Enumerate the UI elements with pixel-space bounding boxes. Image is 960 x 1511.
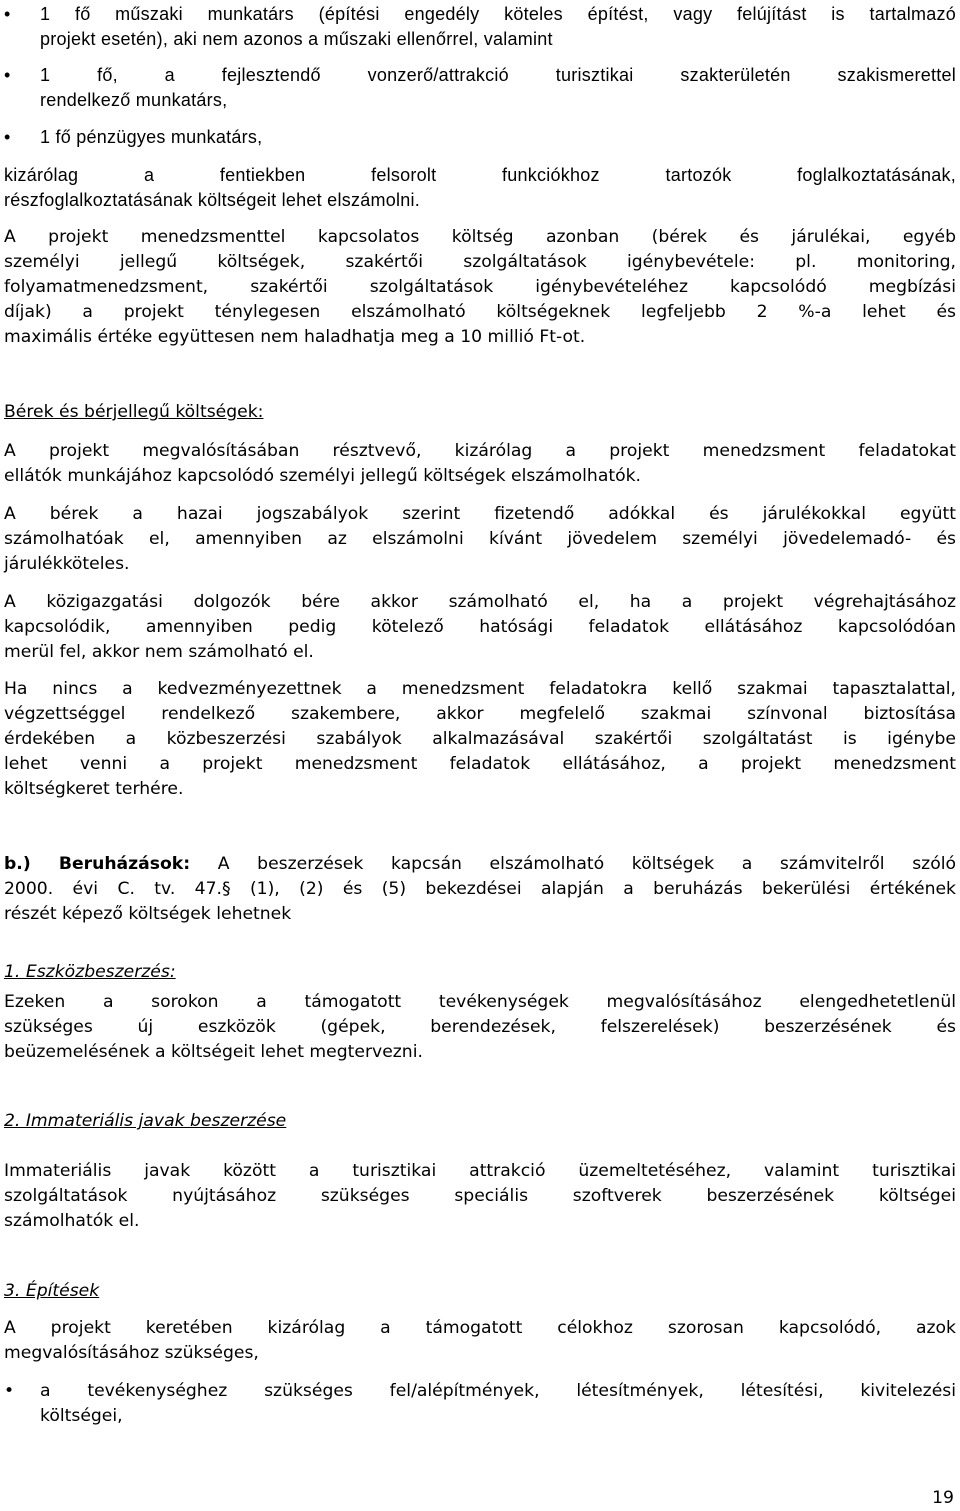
heading-text: 3. Építések <box>4 1281 100 1301</box>
page-number: 19 <box>932 1488 954 1508</box>
paragraph <box>4 439 956 489</box>
paragraph <box>4 990 956 1065</box>
heading-text: 2. Immateriális javak beszerzése <box>4 1111 287 1131</box>
text-line: lehet venni a projekt menedzsment feladatok ellátásához, a projekt menedzsment <box>4 754 956 774</box>
section-label: b.) Beruházások: <box>4 854 191 874</box>
paragraph <box>4 1316 956 1366</box>
text-line: 2000. évi C. tv. 47.§ (1), (2) és (5) bekezdései alapján a beruházás bekerülési értékének <box>4 879 956 899</box>
text-span: A beszerzések kapcsán elszámolható költségek a számvitelről szóló <box>190 854 957 874</box>
text-line: 1 fő pénzügyes munkatárs, <box>40 127 263 147</box>
text-line: a tevékenységhez szükséges fel/alépítmények, létesítmények, létesítési, kivitelezési <box>40 1381 956 1401</box>
text-line: A bérek a hazai jogszabályok szerint fizetendő adókkal és járulékokkal együtt <box>4 504 956 524</box>
text-line: Ha nincs a kedvezményezettnek a menedzsment feladatokra kellő szakmai tapasztalattal, <box>4 679 956 699</box>
section-heading <box>4 400 956 425</box>
heading-text: Bérek és bérjellegű költségek: <box>4 402 264 422</box>
paragraph <box>4 225 956 350</box>
text-line: érdekében a közbeszerzési szabályok alkalmazásával szakértői szolgáltatást is igénybe <box>4 729 956 749</box>
bullet: • <box>4 4 11 24</box>
text-line: szükséges új eszközök (gépek, berendezések, felszerelések) beszerzésének és <box>4 1017 956 1037</box>
text-line: projekt esetén), aki nem azonos a műszaki ellenőrrel, valamint <box>40 29 553 49</box>
text-line <box>4 852 956 877</box>
bullet: • <box>4 65 11 85</box>
section-heading <box>4 960 956 985</box>
text-line: merül fel, akkor nem számolható el. <box>4 642 314 662</box>
section-heading <box>4 1279 956 1304</box>
text-line: költségei, <box>40 1406 123 1426</box>
text-line: szolgáltatások nyújtásához szükséges speciális szoftverek beszerzésének költségei <box>4 1186 956 1206</box>
text-line: részét képező költségek lehetnek <box>4 904 292 924</box>
text-line: kizárólag a fentiekben felsorolt funkciókhoz tartozók foglalkoztatásának, <box>4 165 956 185</box>
text-line: részfoglalkoztatásának költségeit lehet elszámolni. <box>4 190 420 210</box>
text-line: Immateriális javak között a turisztikai attrakció üzemeltetéséhez, valamint turisztikai <box>4 1161 956 1181</box>
text-line: maximális értéke együttesen nem haladhatja meg a 10 millió Ft-ot. <box>4 327 586 347</box>
paragraph <box>4 677 956 802</box>
text-line: végzettséggel rendelkező szakembere, akkor megfelelő szakmai színvonal biztosítása <box>4 704 956 724</box>
paragraph <box>4 163 956 213</box>
bullet: • <box>4 127 11 147</box>
bullet: • <box>4 1381 15 1401</box>
text-line: díjak) a projekt ténylegesen elszámolható költségeknek legfeljebb 2 %-a lehet és <box>4 302 956 322</box>
text-line: A közigazgatási dolgozók bére akkor számolható el, ha a projekt végrehajtásához <box>4 592 956 612</box>
text-line: 1 fő műszaki munkatárs (építési engedély köteles építést, vagy felújítást is tartalmazó <box>40 4 956 24</box>
paragraph <box>4 502 956 577</box>
section-heading <box>4 1109 956 1134</box>
text-line: A projekt menedzsmenttel kapcsolatos költség azonban (bérek és járulékai, egyéb <box>4 227 956 247</box>
text-line: kapcsolódik, amennyiben pedig kötelező hatósági feladatok ellátásához kapcsolódóan <box>4 617 956 637</box>
paragraph <box>4 852 956 927</box>
paragraph <box>4 590 956 665</box>
text-line: járulékköteles. <box>4 554 130 574</box>
text-line: A projekt keretében kizárólag a támogatott célokhoz szorosan kapcsolódó, azok <box>4 1318 956 1338</box>
text-line: rendelkező munkatárs, <box>40 90 228 110</box>
text-line: Ezeken a sorokon a támogatott tevékenységek megvalósításához elengedhetetlenül <box>4 992 956 1012</box>
heading-text: 1. Eszközbeszerzés: <box>4 962 176 982</box>
paragraph <box>4 1159 956 1234</box>
text-line: költségkeret terhére. <box>4 779 184 799</box>
text-line: folyamatmenedzsment, szakértői szolgáltatások igénybevételéhez kapcsolódó megbízási <box>4 277 956 297</box>
text-line: beüzemelésének a költségeit lehet megtervezni. <box>4 1042 423 1062</box>
text-line: megvalósításához szükséges, <box>4 1343 259 1363</box>
text-line: számolhatók el. <box>4 1211 140 1231</box>
text-line: 1 fő, a fejlesztendő vonzerő/attrakció turisztikai szakterületén szakismerettel <box>40 65 956 85</box>
text-line: személyi jellegű költségek, szakértői szolgáltatások igénybevétele: pl. monitoring, <box>4 252 956 272</box>
text-line: ellátók munkájához kapcsolódó személyi jellegű költségek elszámolhatók. <box>4 466 642 486</box>
text-line: számolhatóak el, amennyiben az elszámolni kívánt jövedelem személyi jövedelemadó- és <box>4 529 956 549</box>
text-line: A projekt megvalósításában résztvevő, kizárólag a projekt menedzsment feladatokat <box>4 441 956 461</box>
